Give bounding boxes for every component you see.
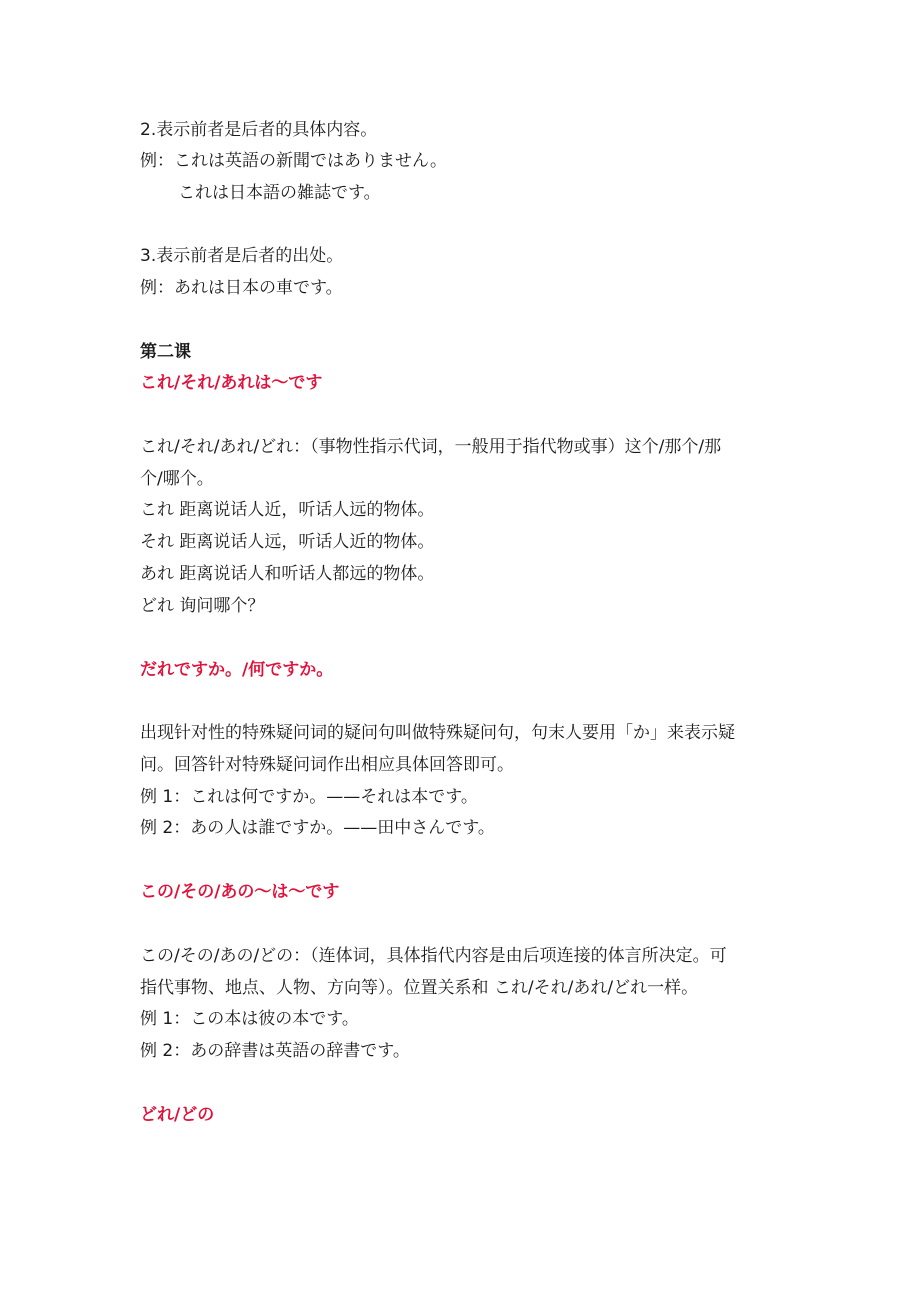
- point2-title: 2.表示前者是后者的具体内容。: [140, 120, 378, 140]
- grammar2-example-1: 例 1：これは何ですか。——それは本です。: [140, 787, 478, 807]
- point3-title: 3.表示前者是后者的出处。: [140, 246, 344, 266]
- grammar2-desc-line-1: 出现针对性的特殊疑问词的疑问句叫做特殊疑问句，句末人要用「か」来表示疑: [140, 723, 735, 743]
- kore-definition: これ 距离说话人近，听话人远的物体。: [140, 500, 435, 520]
- dore-definition: どれ 询问哪个？: [140, 596, 265, 616]
- grammar3-desc-line-2: 指代事物、地点、人物、方向等）。位置关系和 これ/それ/あれ/どれ一样。: [140, 978, 699, 998]
- point3-example-1: 例：あれは日本の車です。: [140, 278, 343, 298]
- grammar3-example-2: 例 2：あの辞書は英語の辞書です。: [140, 1041, 410, 1061]
- point2-example-1: 例：これは英語の新聞ではありません。: [140, 151, 448, 171]
- grammar3-heading: この/その/あの～は～です: [140, 882, 340, 902]
- grammar1-desc-line-2: 个/哪个。: [140, 469, 214, 489]
- grammar3-example-1: 例 1：この本は彼の本です。: [140, 1009, 359, 1029]
- grammar2-example-2: 例 2：あの人は誰ですか。——田中さんです。: [140, 818, 495, 838]
- grammar4-heading: どれ/どの: [140, 1105, 215, 1125]
- lesson2-title: 第二课: [140, 342, 191, 362]
- grammar2-heading: だれですか。/何ですか。: [140, 660, 334, 680]
- grammar2-desc-line-2: 问。回答针对特殊疑问词作出相应具体回答即可。: [140, 755, 514, 775]
- sore-definition: それ 距离说话人远，听话人近的物体。: [140, 532, 435, 552]
- are-definition: あれ 距离说话人和听话人都远的物体。: [140, 564, 435, 584]
- grammar1-heading: これ/それ/あれは～です: [140, 373, 323, 393]
- grammar1-desc-line-1: これ/それ/あれ/どれ：（事物性指示代词，一般用于指代物或事）这个/那个/那: [140, 437, 722, 457]
- point2-example-2: これは日本語の雑誌です。: [178, 183, 381, 203]
- grammar3-desc-line-1: この/その/あの/どの：（连体词，具体指代内容是由后项连接的体言所决定。可: [140, 946, 727, 966]
